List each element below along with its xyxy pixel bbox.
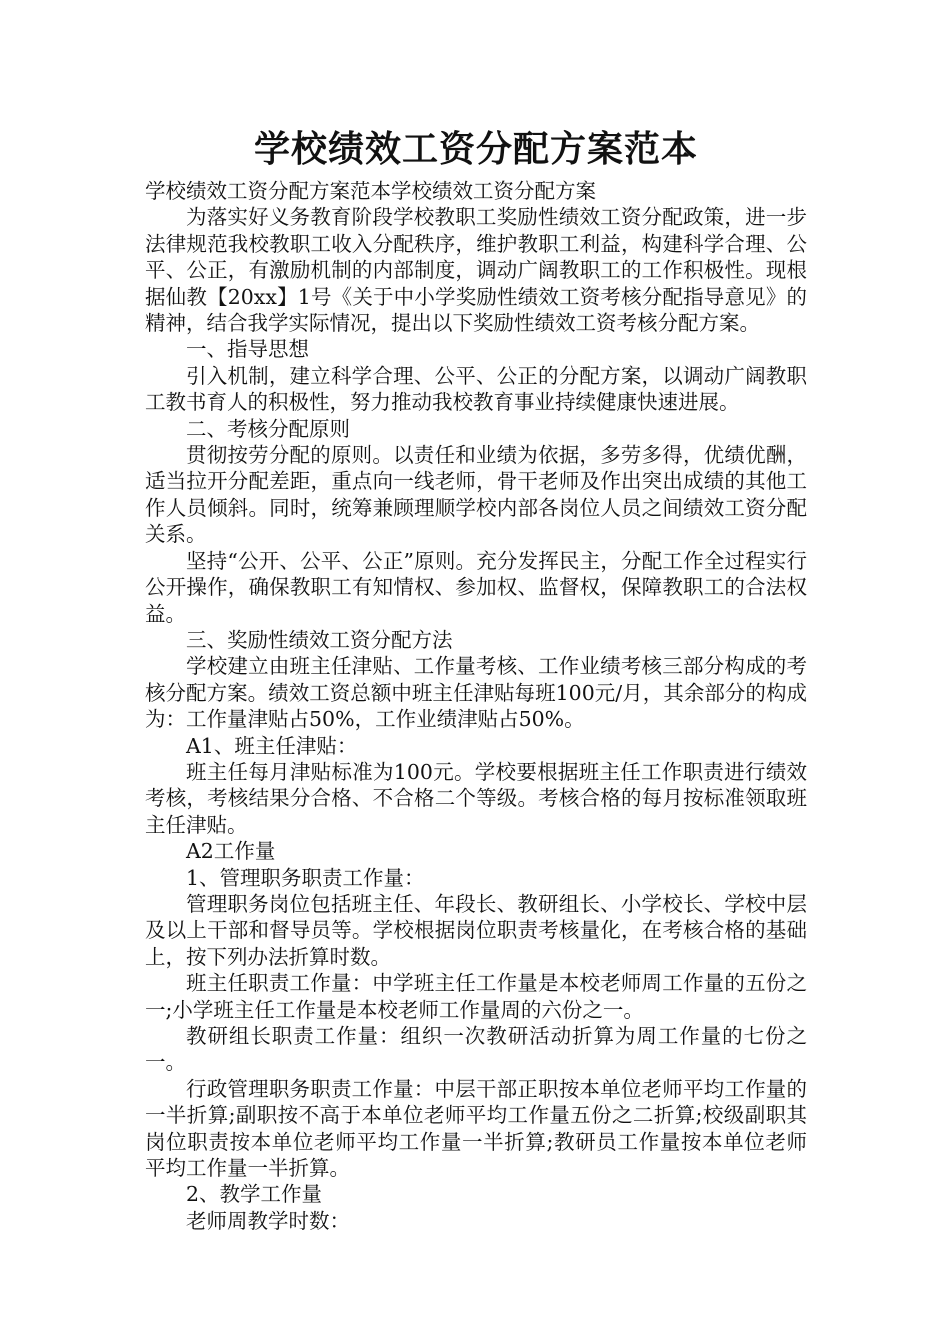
- intro-paragraph: 为落实好义务教育阶段学校教职工奖励性绩效工资分配政策，进一步法律规范我校教职工收入分配秩序，维护教职工利益，构建科学合理、公平、公正，有激励机制的内部制度，调动广阔教职工的工作积极性。现根据仙教【20xx】1号《关于中小学奖励性绩效工资考核分配指导意见》的精神，结合我学实际情况，提出以下奖励性绩效工资考核分配方案。: [145, 205, 807, 336]
- management-workload-paragraph: 管理职务岗位包括班主任、年段长、教研组长、小学校长、学校中层及以上干部和督导员等。学校根据岗位职责考核量化，在考核合格的基础上，按下列办法折算时数。: [145, 891, 807, 969]
- document-page: [145, 122, 807, 1234]
- section-heading-principles: 二、考核分配原则: [186, 416, 350, 441]
- administration-workload-paragraph: 行政管理职务职责工作量：中层干部正职按本单位老师平均工作量的一半折算;副职按不高于本单位老师平均工作量五份之二折算;校级副职其岗位职责按本单位老师平均工作量一半折算;教研员工作量按本单位老师平均工作量一半折算。: [145, 1076, 807, 1181]
- document-subtitle: 学校绩效工资分配方案范本学校绩效工资分配方案: [145, 179, 596, 203]
- head-teacher-workload-paragraph: 班主任职责工作量：中学班主任工作量是本校老师周工作量的五份之一;小学班主任工作量是本校老师工作量周的六份之一。: [145, 971, 807, 1022]
- guiding-ideology-paragraph: 引入机制，建立科学合理、公平、公正的分配方案，以调动广阔教职工教书育人的积极性，努力推动我校教育事业持续健康快速进展。: [145, 363, 807, 415]
- subheading-management-workload: 1、管理职务职责工作量：: [186, 865, 425, 890]
- section-heading-methods: 三、奖励性绩效工资分配方法: [186, 627, 453, 652]
- subheading-a2: A2工作量: [186, 839, 276, 864]
- a1-paragraph: 班主任每月津贴标准为100元。学校要根据班主任工作职责进行绩效考核，考核结果分合格、不合格二个等级。考核合格的每月按标准领取班主任津贴。: [145, 759, 807, 837]
- methods-paragraph: 学校建立由班主任津贴、工作量考核、工作业绩考核三部分构成的考核分配方案。绩效工资总额中班主任津贴每班100元/月，其余部分的构成为：工作量津贴占50%，工作业绩津贴占50%。: [145, 654, 807, 732]
- principles-paragraph-2: 坚持“公开、公平、公正”原则。充分发挥民主，分配工作全过程实行公开操作，确保教职工有知情权、参加权、监督权，保障教职工的合法权益。: [145, 548, 807, 626]
- document-title: 学校绩效工资分配方案范本: [253, 129, 698, 170]
- research-leader-workload-paragraph: 教研组长职责工作量：组织一次教研活动折算为周工作量的七份之一。: [145, 1024, 807, 1075]
- subheading-teaching-workload: 2、教学工作量: [186, 1182, 323, 1207]
- subheading-a1: A1、班主任津贴：: [186, 733, 358, 758]
- principles-paragraph-1: 贯彻按劳分配的原则。以责任和业绩为依据，多劳多得，优绩优酬，适当拉开分配差距，重点向一线老师，骨干老师及作出突出成绩的其他工作人员倾斜。同时，统筹兼顾理顺学校内部各岗位人员之间绩效工资分配关系。: [145, 443, 807, 547]
- section-heading-guiding-ideology: 一、指导思想: [186, 337, 309, 362]
- teacher-weekly-hours-label: 老师周教学时数：: [186, 1208, 350, 1233]
